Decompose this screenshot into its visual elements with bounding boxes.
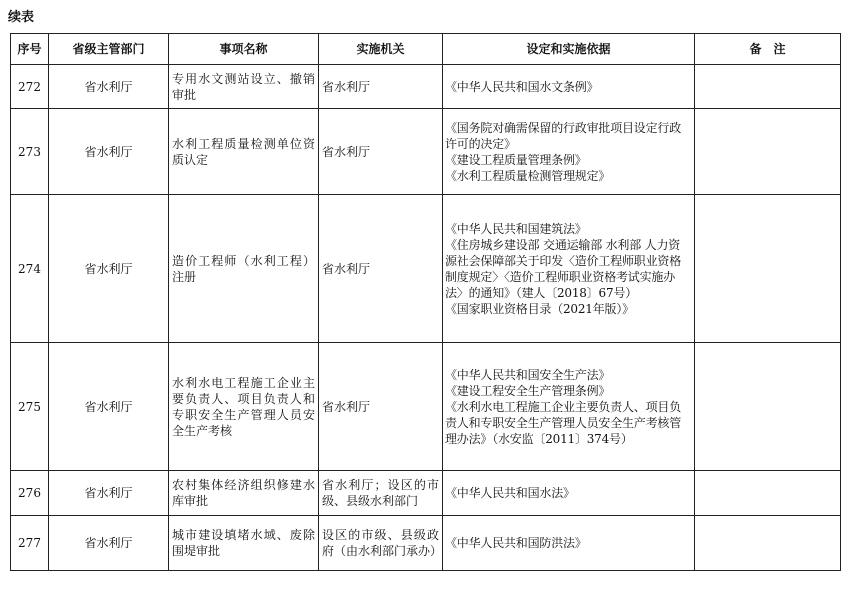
cell-basis: [443, 343, 695, 471]
header-basis: 设定和实施依据: [443, 34, 695, 65]
basis-line: 《中华人民共和国防洪法》: [445, 536, 587, 550]
table-row: [11, 343, 841, 471]
basis-line: 《建设工程质量管理条例》: [445, 152, 587, 167]
cell-seq: 276: [11, 471, 49, 516]
approval-items-table: [10, 33, 841, 571]
cell-department: 省水利厅: [49, 65, 169, 109]
cell-department: 省水利厅: [49, 343, 169, 471]
basis-line: 《建设工程安全生产管理条例》: [445, 383, 611, 398]
cell-department: 省水利厅: [49, 471, 169, 516]
cell-department: 省水利厅: [49, 109, 169, 195]
cell-seq: 277: [11, 516, 49, 571]
basis-line: 《中华人民共和国安全生产法》: [445, 367, 611, 382]
basis-line: 《国务院对确需保留的行政审批项目设定行政许可的决定》: [445, 120, 682, 151]
table-row: [11, 109, 841, 195]
cell-item-name: 造价工程师（水利工程）注册: [169, 195, 319, 343]
table-row: [11, 516, 841, 571]
table-row: [11, 195, 841, 343]
cell-basis: [443, 516, 695, 571]
cell-item-name: 农村集体经济组织修建水库审批: [169, 471, 319, 516]
header-seq: 序号: [11, 34, 49, 65]
cell-agency: 省水利厅: [319, 195, 443, 343]
header-remarks: 备 注: [695, 34, 841, 65]
basis-line: 《水利水电工程施工企业主要负责人、项目负责人和专职安全生产管理人员安全生产考核管理办法》（水安监〔2011〕374号）: [445, 399, 682, 446]
cell-item-name: 水利工程质量检测单位资质认定: [169, 109, 319, 195]
basis-line: 《中华人民共和国建筑法》: [445, 221, 587, 236]
cell-agency: 设区的市级、县级政府（由水利部门承办）: [319, 516, 443, 571]
cell-basis: [443, 195, 695, 343]
cell-department: 省水利厅: [49, 195, 169, 343]
cell-remarks: [695, 343, 841, 471]
cell-remarks: [695, 471, 841, 516]
cell-agency: 省水利厅；设区的市级、县级水利部门: [319, 471, 443, 516]
cell-item-name: 城市建设填堵水域、废除围堤审批: [169, 516, 319, 571]
header-item-name: 事项名称: [169, 34, 319, 65]
table-caption: 续表: [8, 10, 35, 25]
cell-seq: 272: [11, 65, 49, 109]
cell-basis: [443, 65, 695, 109]
basis-line: 《住房城乡建设部 交通运输部 水利部 人力资源社会保障部关于印发〈造价工程师职业资格制度规定〉〈造价工程师职业资格考试实施办法〉的通知》（建人〔2018〕67号）: [445, 237, 682, 300]
cell-agency: 省水利厅: [319, 109, 443, 195]
cell-seq: 275: [11, 343, 49, 471]
cell-remarks: [695, 65, 841, 109]
table-row: [11, 65, 841, 109]
table-header-row: [11, 34, 841, 65]
basis-line: 《中华人民共和国水法》: [445, 486, 575, 500]
cell-agency: 省水利厅: [319, 343, 443, 471]
basis-line: 《中华人民共和国水文条例》: [445, 79, 599, 94]
basis-line: 《水利工程质量检测管理规定》: [445, 168, 611, 183]
basis-line: 《国家职业资格目录（2021年版）》: [445, 301, 634, 316]
cell-item-name: 水利水电工程施工企业主要负责人、项目负责人和专职安全生产管理人员安全生产考核: [169, 343, 319, 471]
cell-remarks: [695, 516, 841, 571]
header-agency: 实施机关: [319, 34, 443, 65]
cell-seq: 274: [11, 195, 49, 343]
cell-basis: [443, 471, 695, 516]
cell-department: 省水利厅: [49, 516, 169, 571]
cell-basis: [443, 109, 695, 195]
header-department: 省级主管部门: [49, 34, 169, 65]
cell-agency: 省水利厅: [319, 65, 443, 109]
cell-remarks: [695, 195, 841, 343]
table-row: [11, 471, 841, 516]
cell-remarks: [695, 109, 841, 195]
cell-item-name: 专用水文测站设立、撤销审批: [169, 65, 319, 109]
cell-seq: 273: [11, 109, 49, 195]
